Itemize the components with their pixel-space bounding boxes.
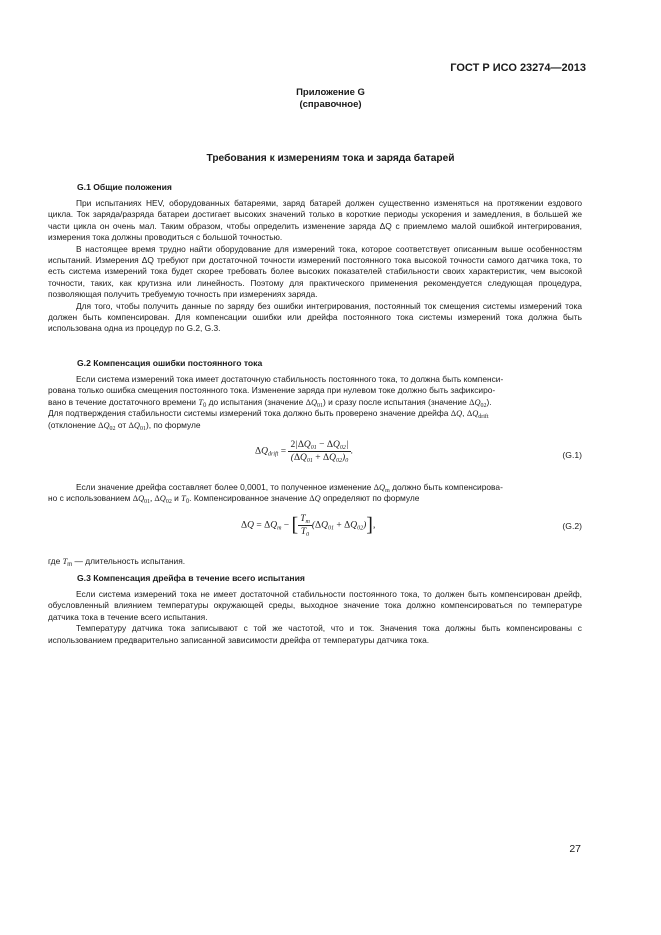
where-clause: где $T_m$ — длительность испытания. bbox=[48, 556, 186, 568]
text-line: (отклонение $\Delta Q_{02}$ от $\Delta Q_{01}$), по формуле bbox=[48, 419, 201, 432]
paragraph: Для того, чтобы получить данные по заряду без ошибки интегрирования, постоянный ток смещения системы измерений тока должен быть компенсирован. Для компенсации ошибки или дрейфа постоянного тока системы измерений тока должна быть использована одна из процедур по G.2, G.3. bbox=[48, 300, 582, 334]
section-g1-heading: G.1 Общие положения bbox=[77, 182, 172, 192]
formula-g1-label: (G.1) bbox=[562, 450, 582, 460]
formula-g2-label: (G.2) bbox=[562, 521, 582, 531]
section-g2-heading: G.2 Компенсация ошибки постоянного тока bbox=[77, 358, 263, 368]
formula-g2: $\Delta Q = \Delta Q_m$ − [ $\frac{T_m}{T_0}$ $(\Delta Q_{01} + \Delta Q_{02})$], bbox=[241, 514, 376, 538]
appendix-title: Приложение G bbox=[296, 87, 365, 98]
text-line: Если значение дрейфа составляет более 0,0001, то полученное изменение $\Delta Q_m$ должно быть компенсирова- bbox=[76, 482, 503, 494]
section-g3-heading: G.3 Компенсация дрейфа в течение всего испытания bbox=[77, 573, 305, 583]
section-g3-body bbox=[48, 589, 582, 646]
section-g1-body bbox=[48, 198, 582, 335]
page-number: 27 bbox=[569, 843, 581, 855]
appendix-subtitle: (справочное) bbox=[299, 99, 362, 110]
paragraph: Температуру датчика тока записывают с той же частотой, что и ток. Значения тока должны быть компенсированы с использованием предварительно записанной зависимости дрейфа от температуры датчика тока. bbox=[48, 623, 582, 645]
formula-g1: $\Delta Q_{drift}$ = $\frac{2|\Delta Q_{01} - \Delta Q_{02}|}{(\Delta Q_{01} + \Delta Q_{02})_0}$ . bbox=[255, 440, 353, 464]
appendix-heading bbox=[0, 87, 661, 111]
paragraph: При испытаниях HEV, оборудованных батареями, заряд батарей должен существенно изменяться на протяжении ездового цикла. Ток заряда/разряда батареи достигает высоких значений только в короткие периоды ускорения и замедления, в большей же части цикла он очень мал. Таким образом, чтобы определить изменение заряда ΔQ с приемлемо малой ошибкой интегрирования, измерения тока должны проводиться с большой точностью. bbox=[48, 198, 582, 243]
text-line: Если система измерений тока имеет достаточную стабильность постоянного тока, то должна быть компенси- bbox=[76, 374, 504, 384]
text-line: Для подтверждения стабильности системы измерений тока должно быть проверено значение дрейфа ΔQ, $\Delta Q_{drift}$ bbox=[48, 408, 489, 421]
text-line: рована только ошибка смещения постоянного тока. Изменение заряда при нулевом токе должно быть зафиксиро- bbox=[48, 385, 496, 396]
paragraph: В настоящее время трудно найти оборудование для измерений тока, которое соответствует описанным выше особенностям испытаний. Измерения ΔQ требуют при достаточной точности измерений постоянного тока высокой точности самого датчика тока, то есть система измерений тока будет скорее требовать более высоких показателей стабильности своих характеристик, чем высокой точности, таких, как крутизна или линейность. Поэтому для практического применения рекомендуется следующая процедура, позволяющая получить требуемую точность при измерениях заряда. bbox=[48, 243, 582, 300]
text-line: но с использованием $\Delta Q_{01}$, $\Delta Q_{02}$ и $T_0$. Компенсированное значение ΔQ определяют по формуле bbox=[48, 493, 420, 506]
text-line: вано в течение достаточного времени $T_0$ до испытания (значение $\Delta Q_{01}$) и сразу после испытания (значение $\Delta Q_{02}$). bbox=[48, 396, 492, 409]
section-g2-para1 bbox=[48, 374, 582, 431]
paragraph: Если система измерений тока не имеет достаточной стабильности постоянного тока, то должен быть компенсирован дрейф, обусловленный влиянием температуры окружающей среды, выходное значение тока должно компенсироваться по температуре датчика тока в течение всего испытания. bbox=[48, 589, 582, 622]
section-g2-para2 bbox=[48, 482, 582, 505]
main-title: Требования к измерениям тока и заряда батарей bbox=[206, 153, 455, 164]
standard-number: ГОСТ Р ИСО 23274—2013 bbox=[450, 62, 586, 74]
